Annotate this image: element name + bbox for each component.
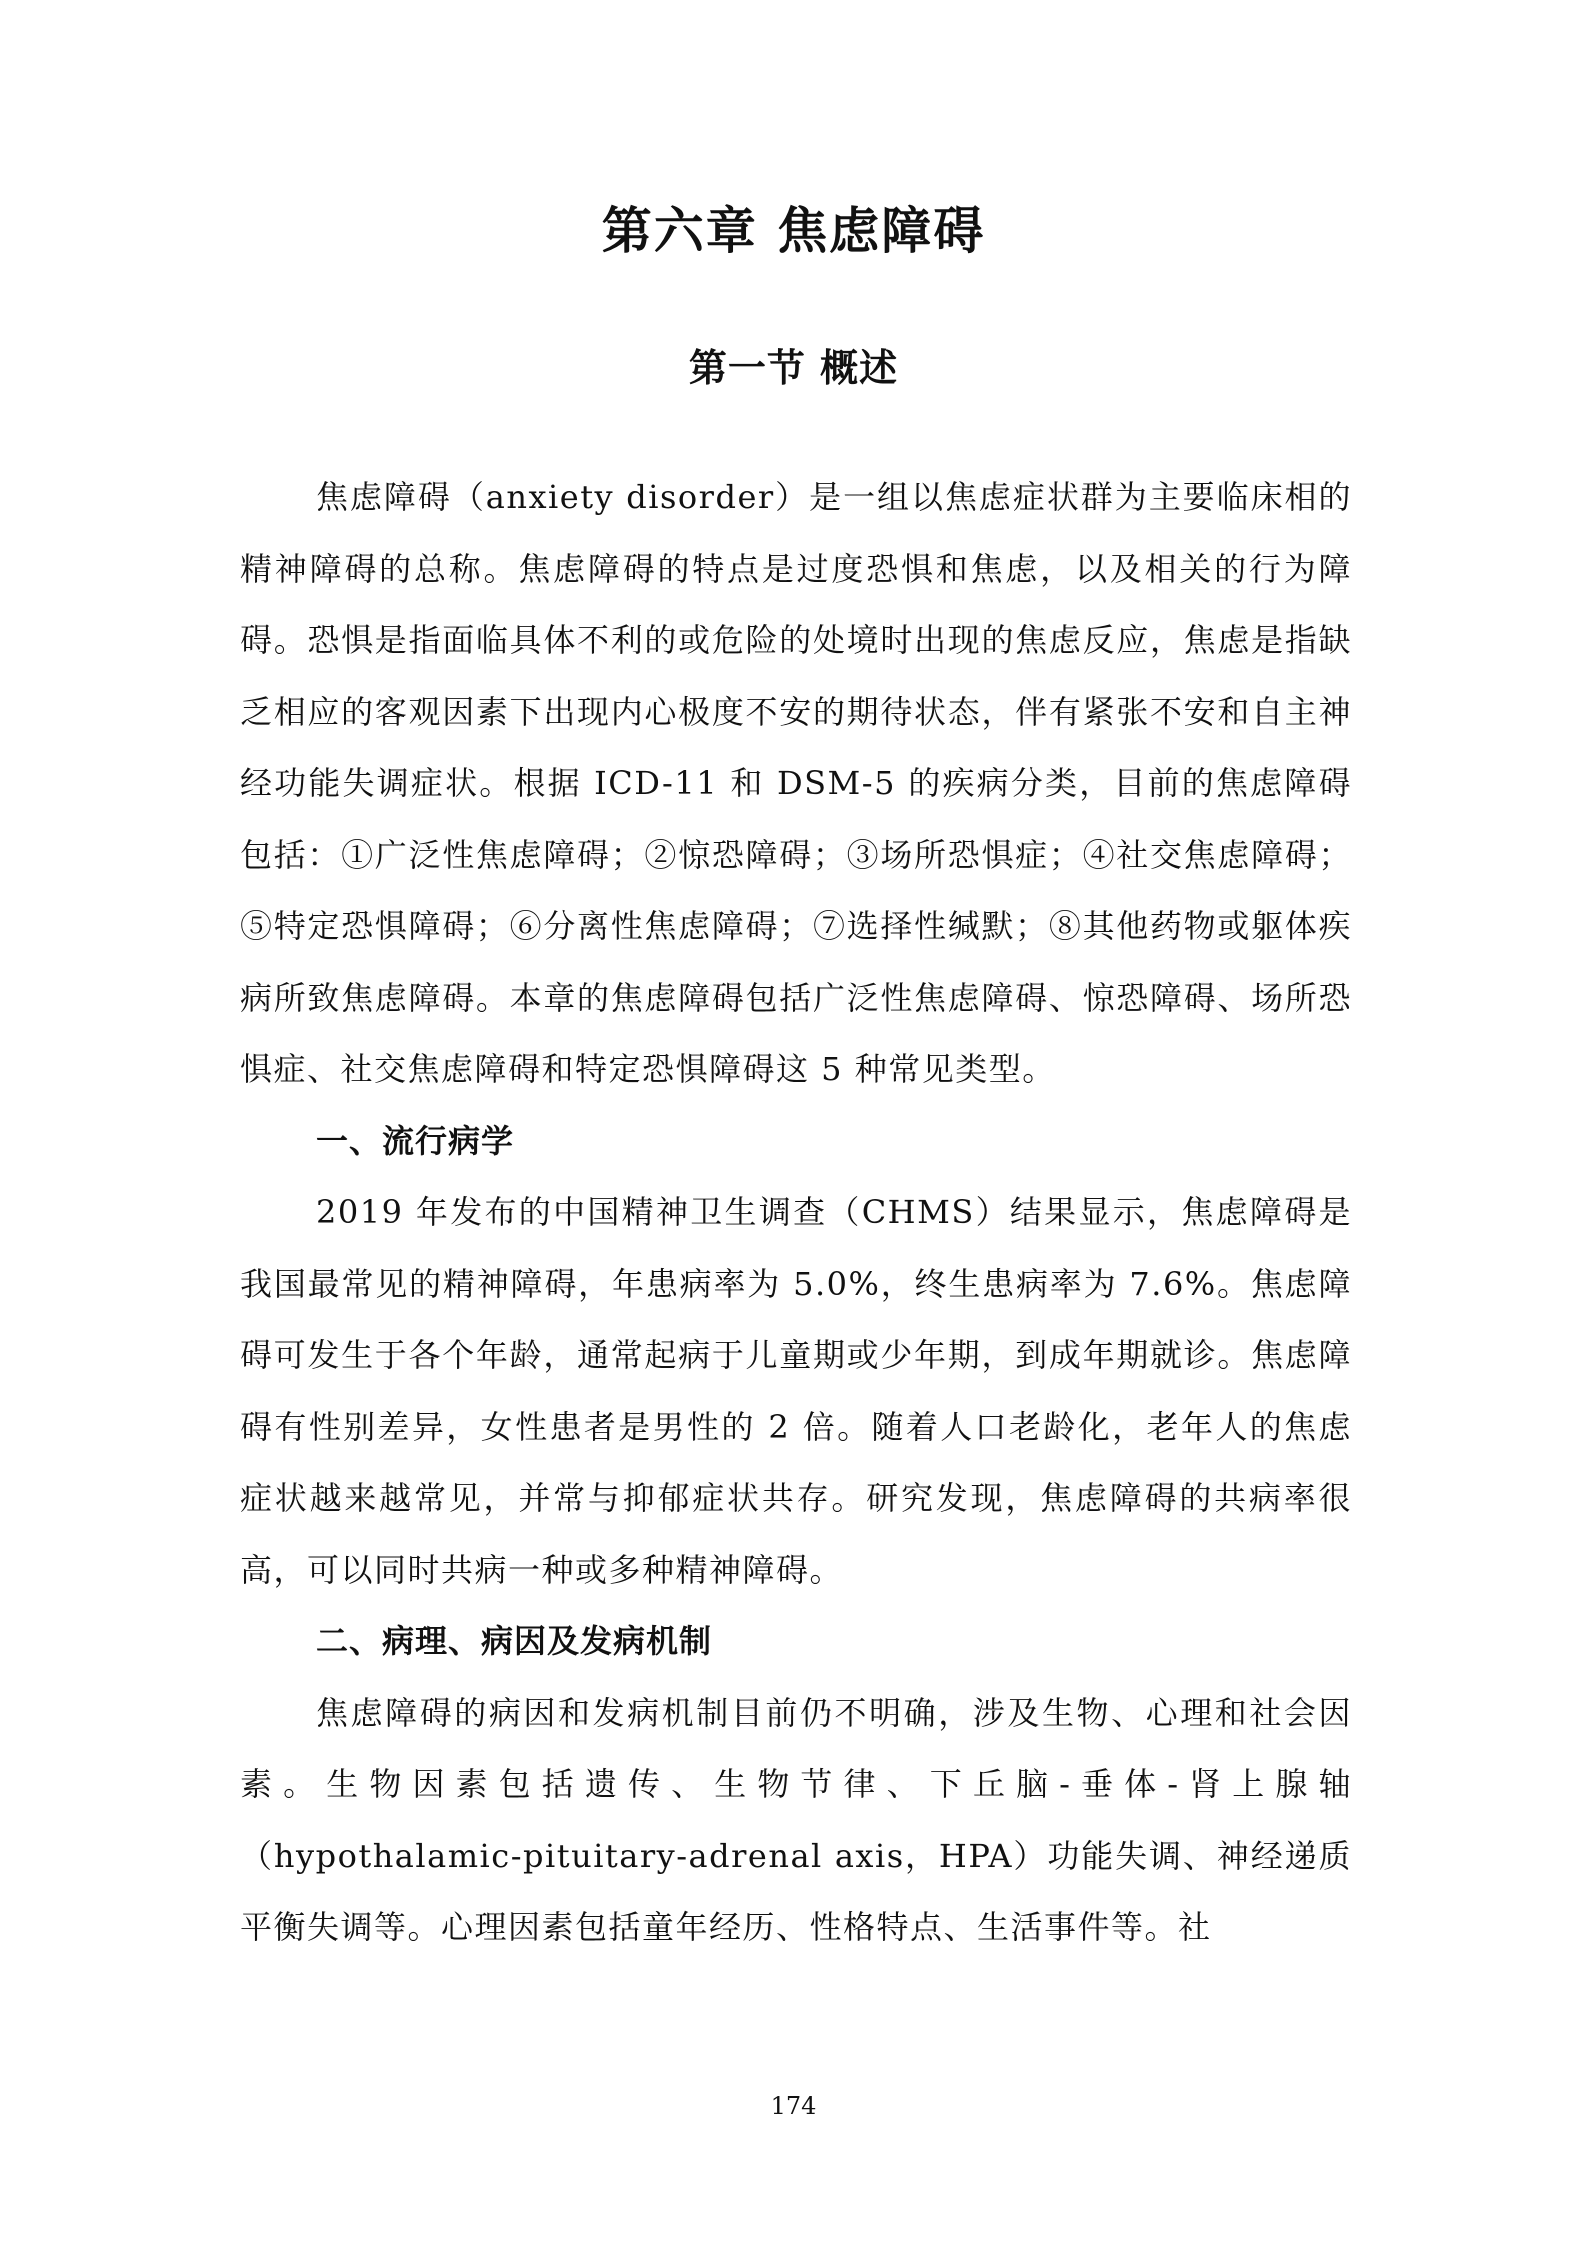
body-text: [240, 462, 1352, 1964]
subheading-pathology: 二、病理、病因及发病机制: [316, 1622, 713, 1660]
subheading-epidemiology: 一、流行病学: [316, 1121, 515, 1160]
section-title: 第一节 概述: [688, 346, 899, 390]
chapter-title: 第六章 焦虑障碍: [601, 202, 986, 260]
paragraph-overview: 焦虑障碍（anxiety disorder）是一组以焦虑症状群为主要临床相的精神障碍的总称。焦虑障碍的特点是过度恐惧和焦虑，以及相关的行为障碍。恐惧是指面临具体不利的或危险的处境时出现的焦虑反应，焦虑是指缺乏相应的客观因素下出现内心极度不安的期待状态，伴有紧张不安和自主神经功能失调症状。根据 ICD-11 和 DSM-5 的疾病分类，目前的焦虑障碍包括：①广泛性焦虑障碍；②惊恐障碍；③场所恐惧症；④社交焦虑障碍；⑤特定恐惧障碍；⑥分离性焦虑障碍；⑦选择性缄默；⑧其他药物或躯体疾病所致焦虑障碍。本章的焦虑障碍包括广泛性焦虑障碍、惊恐障碍、场所恐惧症、社交焦虑障碍和特定恐惧障碍这 5 种常见类型。: [240, 478, 1352, 1088]
paragraph-epidemiology: 2019 年发布的中国精神卫生调查（CHMS）结果显示，焦虑障碍是我国最常见的精神障碍，年患病率为 5.0%，终生患病率为 7.6%。焦虑障碍可发生于各个年龄，通常起病于儿童期或少年期，到成年期就诊。焦虑障碍有性别差异，女性患者是男性的 2 倍。随着人口老龄化，老年人的焦虑症状越来越常见，并常与抑郁症状共存。研究发现，焦虑障碍的共病率很高，可以同时共病一种或多种精神障碍。: [240, 1193, 1352, 1589]
page-number: 174: [770, 2092, 817, 2120]
paragraph-pathology: 焦虑障碍的病因和发病机制目前仍不明确，涉及生物、心理和社会因素。生物因素包括遗传、生物节律、下丘脑-垂体-肾上腺轴（hypothalamic-pituitary-adrenal axis，HPA）功能失调、神经递质平衡失调等。心理因素包括童年经历、性格特点、生活事件等。社: [240, 1693, 1352, 1946]
